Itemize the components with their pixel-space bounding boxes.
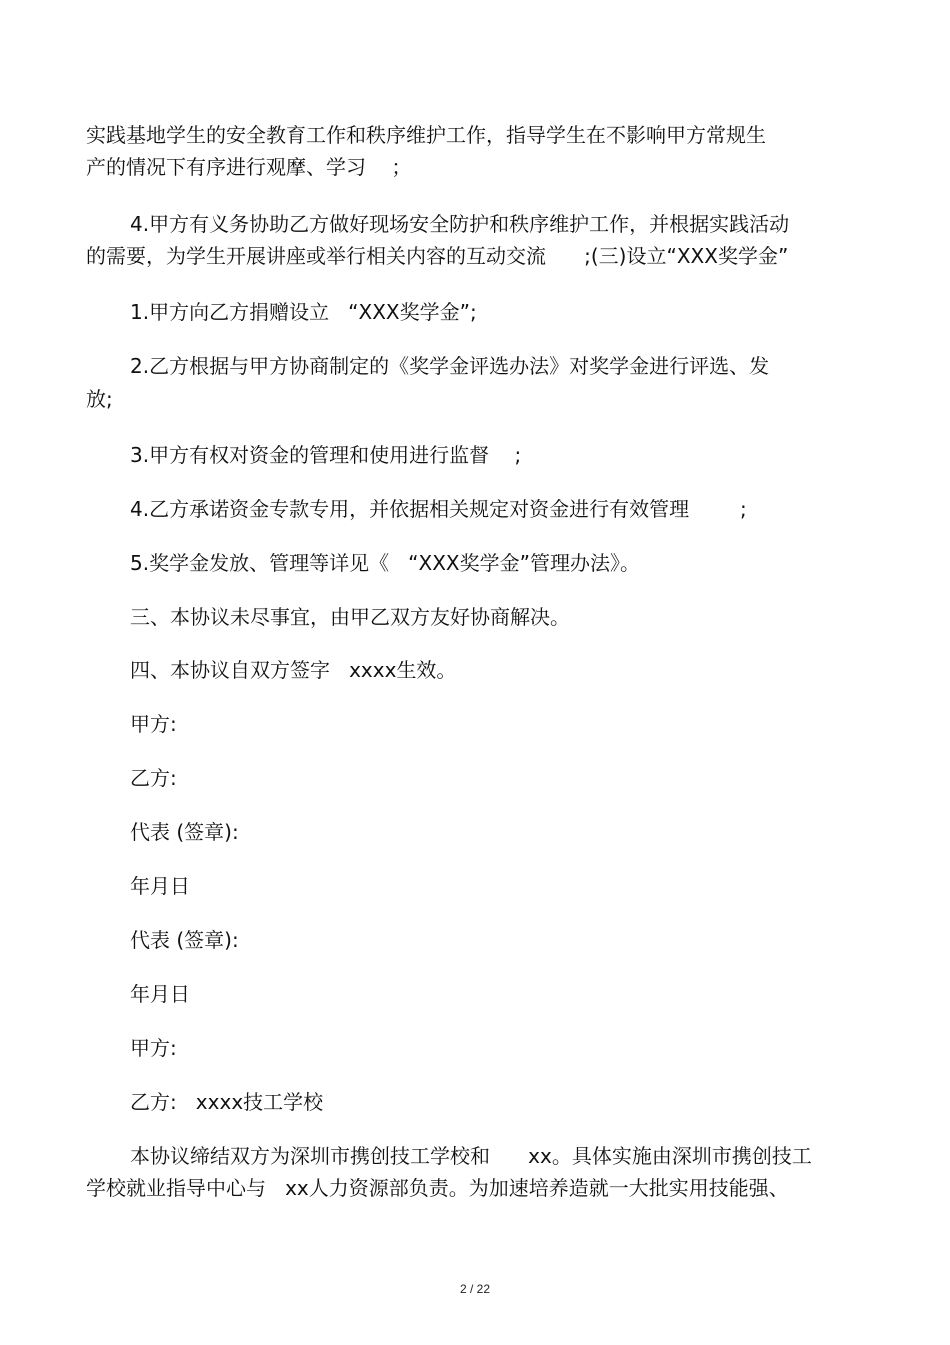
representative-label: 代表 (签章):: [130, 928, 239, 952]
text-line: 放;: [86, 387, 113, 411]
text-line: 产的情况下有序进行观摩、学习 ；: [86, 155, 412, 179]
text-line: 3.甲方有权对资金的管理和使用进行监督 ;: [130, 443, 522, 467]
page-indicator: 2 / 22: [459, 1282, 491, 1296]
text-line: 三、本协议未尽事宜，由甲乙双方友好协商解决。: [130, 605, 570, 629]
text-line: 2.乙方根据与甲方协商制定的《奖学金评选办法》对奖学金进行评选、发: [130, 354, 770, 378]
signature-party-a-label: 甲方:: [130, 1036, 177, 1060]
text-line: 5.奖学金发放、管理等详见《 “XXX奖学金”管理办法》。: [130, 551, 640, 575]
date-label: 年月日: [130, 982, 190, 1006]
text-line: 本协议缔结双方为深圳市携创技工学校和 xx。具体实施由深圳市携创技工: [130, 1144, 812, 1168]
text-line: 4.乙方承诺资金专款专用，并依据相关规定对资金进行有效管理 ;: [130, 497, 747, 521]
representative-label: 代表 (签章):: [130, 820, 239, 844]
text-line: 学校就业指导中心与 xx人力资源部负责。为加速培养造就一大批实用技能强、: [86, 1176, 789, 1200]
signature-party-a-label: 甲方:: [130, 712, 177, 736]
date-label: 年月日: [130, 874, 190, 898]
signature-party-b-label: 乙方: xxxx技工学校: [130, 1090, 324, 1114]
text-line: 4.甲方有义务协助乙方做好现场安全防护和秩序维护工作，并根据实践活动: [130, 212, 790, 236]
text-line: 实践基地学生的安全教育工作和秩序维护工作，指导学生在不影响甲方常规生: [86, 123, 766, 147]
text-line: 1.甲方向乙方捐赠设立 “XXX奖学金”;: [130, 300, 477, 324]
text-line: 的需要，为学生开展讲座或举行相关内容的互动交流 ;(三)设立“XXX奖学金”: [86, 244, 789, 268]
text-line: 四、本协议自双方签字 xxxx生效。: [130, 658, 457, 682]
signature-party-b-label: 乙方:: [130, 766, 177, 790]
